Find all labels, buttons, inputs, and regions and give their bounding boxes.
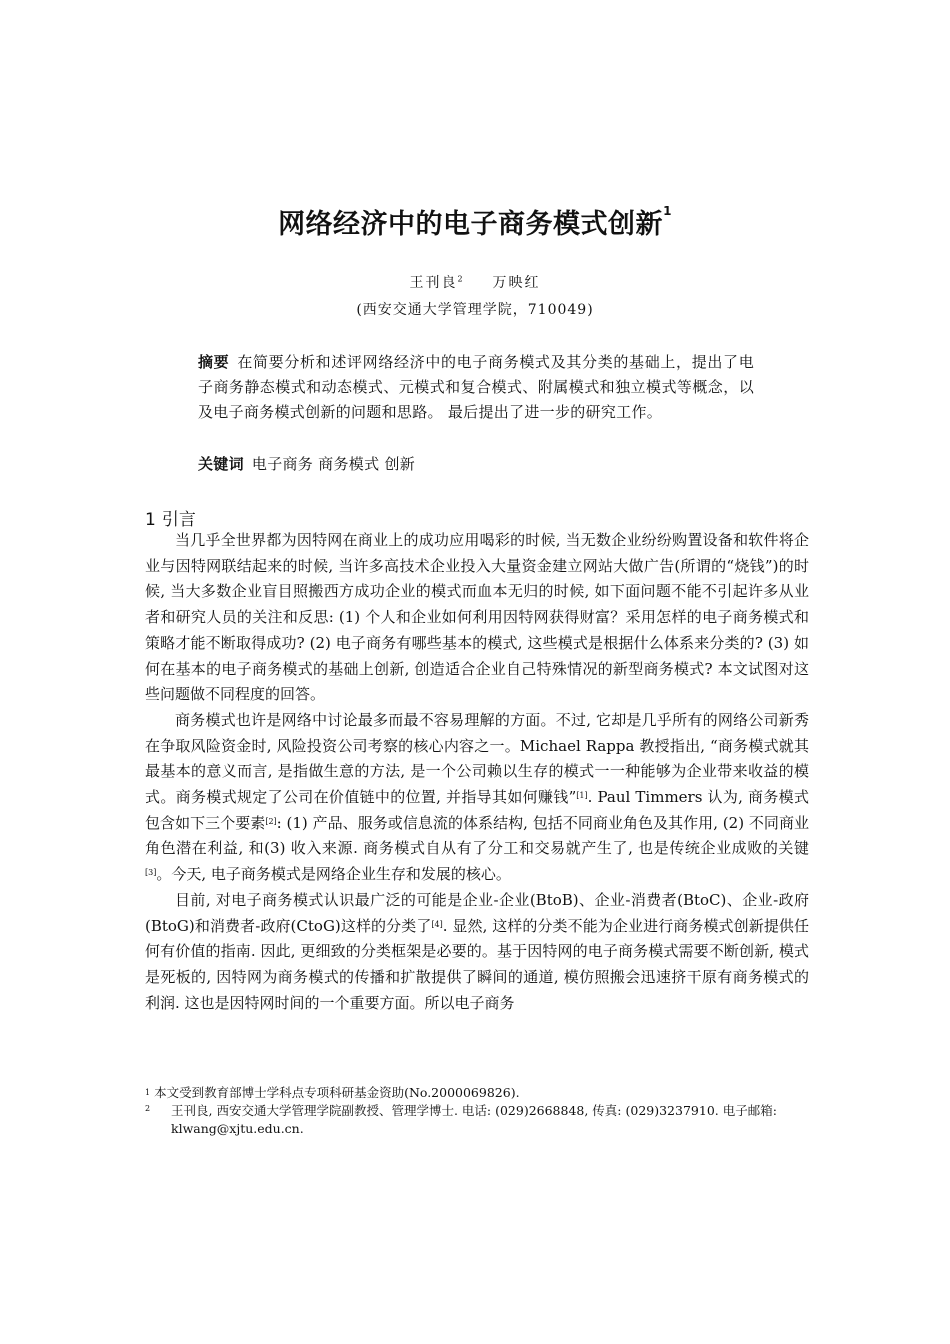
paper-title: [0, 202, 950, 241]
title-footnote-mark: 1: [663, 204, 672, 218]
footnote-1-text: 本文受到教育部博士学科点专项科研基金资助(No.2000069826).: [154, 1085, 520, 1100]
paragraph-2-part-c: : (1) 产品、服务或信息流的体系结构, 包括不同商业角色及其作用, (2) 不同商业角色潜在利益, 和(3) 收入来源. 商务模式自从有了分工和交易就产生了, 也是传统企业成败的关键: [145, 813, 809, 858]
section-heading: [145, 505, 196, 530]
citation-4: [4]: [431, 919, 443, 929]
affiliation: (西安交通大学管理学院，710049): [356, 302, 594, 318]
author-1-footnote-mark: 2: [457, 274, 465, 284]
author-1: 王刊良: [409, 275, 458, 291]
footnote-1: [145, 1084, 809, 1102]
abstract-text: 在简要分析和述评网络经济中的电子商务模式及其分类的基础上，提出了电子商务静态模式和动态模式、元模式和复合模式、附属模式和独立模式等概念，以及电子商务模式创新的问题和思路。 最后提出了进一步的研究工作。: [198, 353, 754, 421]
footnote-1-mark: 1: [145, 1088, 151, 1097]
keywords: [198, 452, 754, 477]
footnote-2: [145, 1102, 809, 1138]
section-title: 引言: [161, 510, 196, 530]
author-2: 万映红: [492, 275, 541, 291]
citation-1: [1]: [576, 791, 588, 801]
paragraph-2-part-b: . Paul Timmers 认为, 商务模式包含如下三个要素: [145, 788, 809, 832]
title-text: 网络经济中的电子商务模式创新: [278, 209, 664, 240]
paragraph-2-part-d: 。今天, 电子商务模式是网络企业生存和发展的核心。: [156, 865, 511, 884]
citation-2: [2]: [265, 816, 277, 826]
author-line: [0, 272, 950, 292]
paragraph-3-part-b: . 显然, 这样的分类不能为企业进行商务模式创新提供任何有价值的指南. 因此, 更细致的分类框架是必要的。基于因特网的电子商务模式需要不断创新, 模式是死板的, 因特网为商务模式的传播和扩散提供了瞬间的通道, 模仿照搬会迅速挤干原有商务模式的利润. 这也是因特网时间的一个重要方面。所以电子商务: [145, 916, 810, 1012]
keywords-label: 关键词: [198, 455, 244, 473]
paragraph-3-part-a: 目前, 对电子商务模式认识最广泛的可能是企业-企业(BtoB)、企业-消费者(BtoC)、企业-政府(BtoG)和消费者-政府(CtoG)这样的分类了: [145, 890, 809, 935]
paragraph-1: 当几乎全世界都为因特网在商业上的成功应用喝彩的时候, 当无数企业纷纷购置设备和软件将企业与因特网联结起来的时候, 当许多高技术企业投入大量资金建立网站大做广告(所谓的“烧钱”)的时候, 当大多数企业盲目照搬西方成功企业的模式而血本无归的时候, 如下面问题不能不引起许多从业者和研究人员的关注和反思: (1) 个人和企业如何利用因特网获得财富？采用怎样的电子商务模式和策略才能不断取得成功? (2) 电子商务有哪些基本的模式, 这些模式是根据什么体系来分类的? (3) 如何在基本的电子商务模式的基础上创新, 创造适合企业自己特殊情况的新型商务模式? 本文试图对这些问题做不同程度的回答。: [145, 531, 809, 704]
section-number: 1: [145, 510, 156, 530]
footnotes: [145, 1084, 809, 1138]
paragraph-3: [145, 888, 809, 1017]
abstract-label: 摘要: [198, 353, 230, 371]
abstract: [198, 350, 754, 425]
body-text: [145, 528, 809, 1016]
footnote-2-text: 王刊良, 西安交通大学管理学院副教授、管理学博士. 电话: (029)2668848, 传真: (029)3237910. 电子邮箱: klwang@xjtu.edu.cn.: [171, 1103, 777, 1136]
keywords-text: 电子商务 商务模式 创新: [251, 455, 416, 473]
citation-3: [3]: [145, 868, 157, 878]
paragraph-2: [145, 708, 809, 888]
footnote-2-mark: 2: [145, 1104, 151, 1113]
paragraph-2-part-a: 商务模式也许是网络中讨论最多而最不容易理解的方面。不过, 它却是几乎所有的网络公司新秀在争取风险资金时, 风险投资公司考察的核心内容之一。Michael Rappa 教授指出, “商务模式就其最基本的意义而言, 是指做生意的方法, 是一个公司赖以生存的模式一一种能够为企业带来收益的模式。商务模式规定了公司在价值链中的位置, 并指导其如何赚钱”: [145, 710, 809, 807]
